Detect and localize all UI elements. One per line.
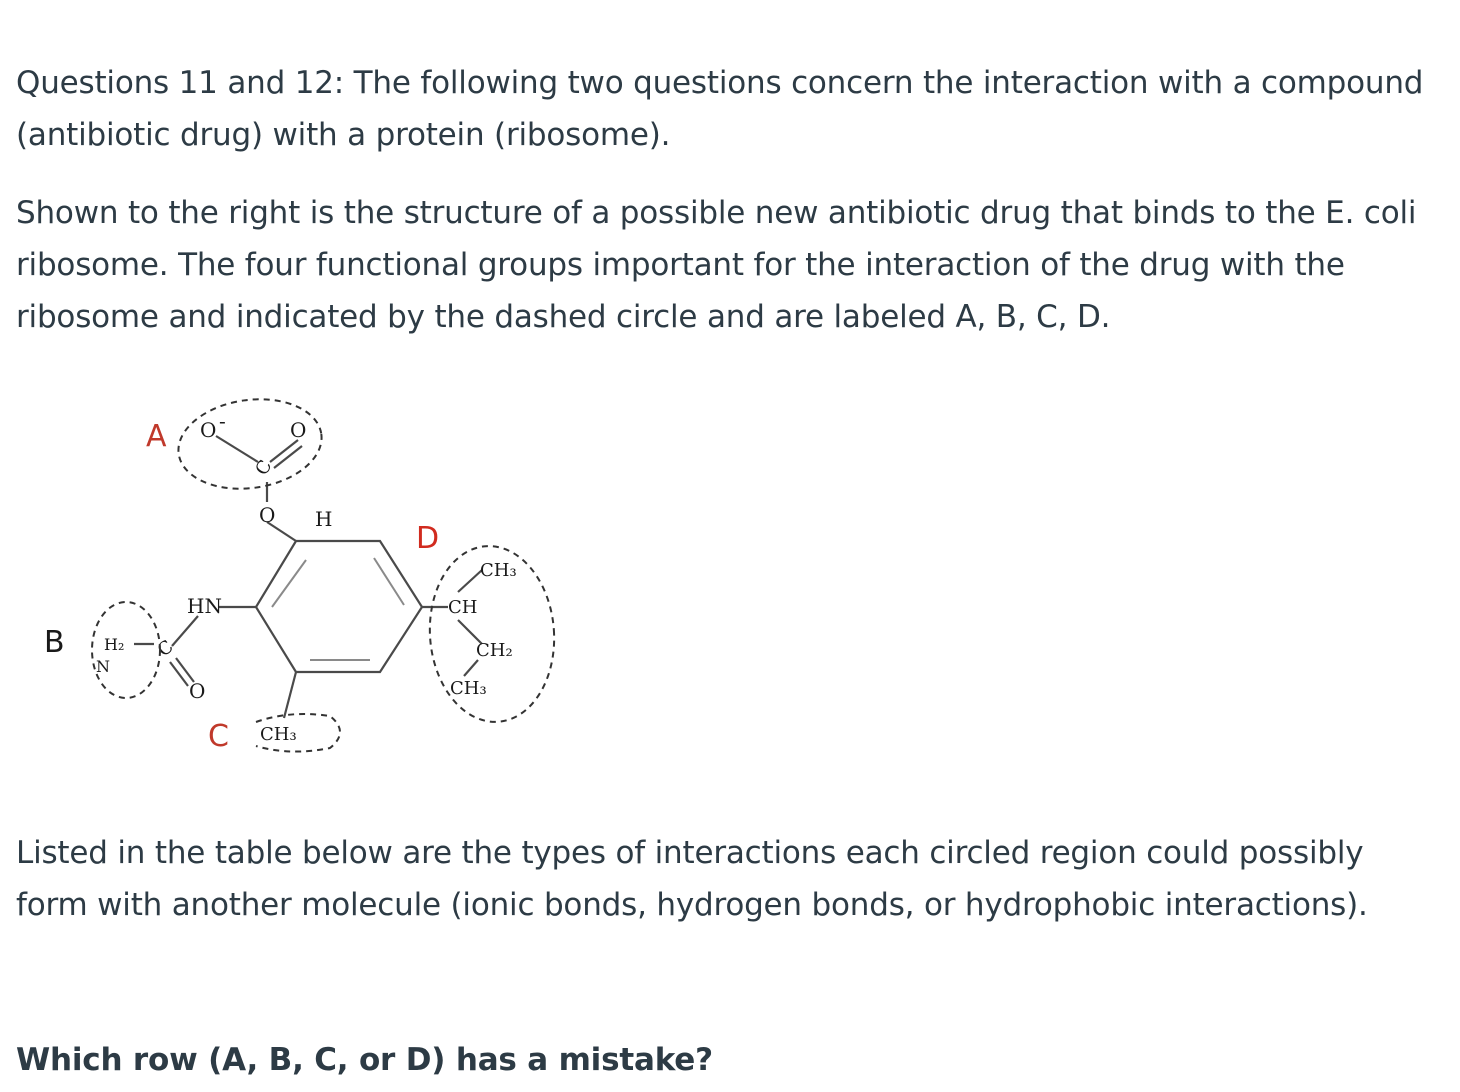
question-text: Which row (A, B, C, or D) has a mistake? [16,1042,713,1078]
atom-ch3-top: CH₃ [480,560,517,581]
label-c: C [208,719,229,754]
atom-h2: H₂ [104,635,125,654]
atom-c-amide: C [153,636,178,662]
bond-ch2-ch3 [464,660,478,676]
atom-ch: CH [448,597,478,618]
atom-ch3-c: CH₃ [260,724,297,745]
atom-h-ring: H [315,507,333,531]
atom-ch3-bottom: CH₃ [450,678,487,699]
bond-hn-c [172,616,198,646]
atom-ch2: CH₂ [476,640,513,661]
atom-o-double: O [290,418,307,442]
atom-n-amide: N [96,657,110,676]
label-a: A [146,419,167,454]
atom-c-carboxyl: C [251,456,277,479]
atom-hn: HN [187,594,222,618]
bond-c-o-minus [216,436,258,462]
bond-ring-ch3-c [284,672,296,718]
bond-c-o-amide-2 [170,662,188,686]
bond-ch-ch3-top [458,570,482,592]
label-d: D [416,521,440,556]
table-intro-paragraph: Listed in the table below are the types of interactions each circled region could possibly form with another molecule (ionic bonds, hydrogen bonds, or hydrophobic interactions). [16,835,1368,923]
atom-minus-sign: - [219,409,226,433]
bond-c-o-double-1 [270,440,298,462]
atom-o-ether: O [259,503,276,527]
benzene-ring [256,541,422,672]
label-b: B [44,625,65,660]
atom-o-amide: O [189,679,206,703]
drug-structure-figure [30,380,590,780]
atom-o-minus: O [200,418,217,442]
bond-c-o-double-2 [274,446,302,468]
dashed-circle-b [92,602,160,698]
dashed-circle-a [173,390,328,497]
intro-paragraph-2: Shown to the right is the structure of a possible new antibiotic drug that binds to the E. coli ribosome. The four functional groups important for the interaction of the drug with the ribosome and indicated by the dashed circle and are labeled A, B, C, D. [16,195,1417,335]
intro-paragraph-1: Questions 11 and 12: The following two questions concern the interaction with a compound (antibiotic drug) with a protein (ribosome). [16,65,1424,153]
